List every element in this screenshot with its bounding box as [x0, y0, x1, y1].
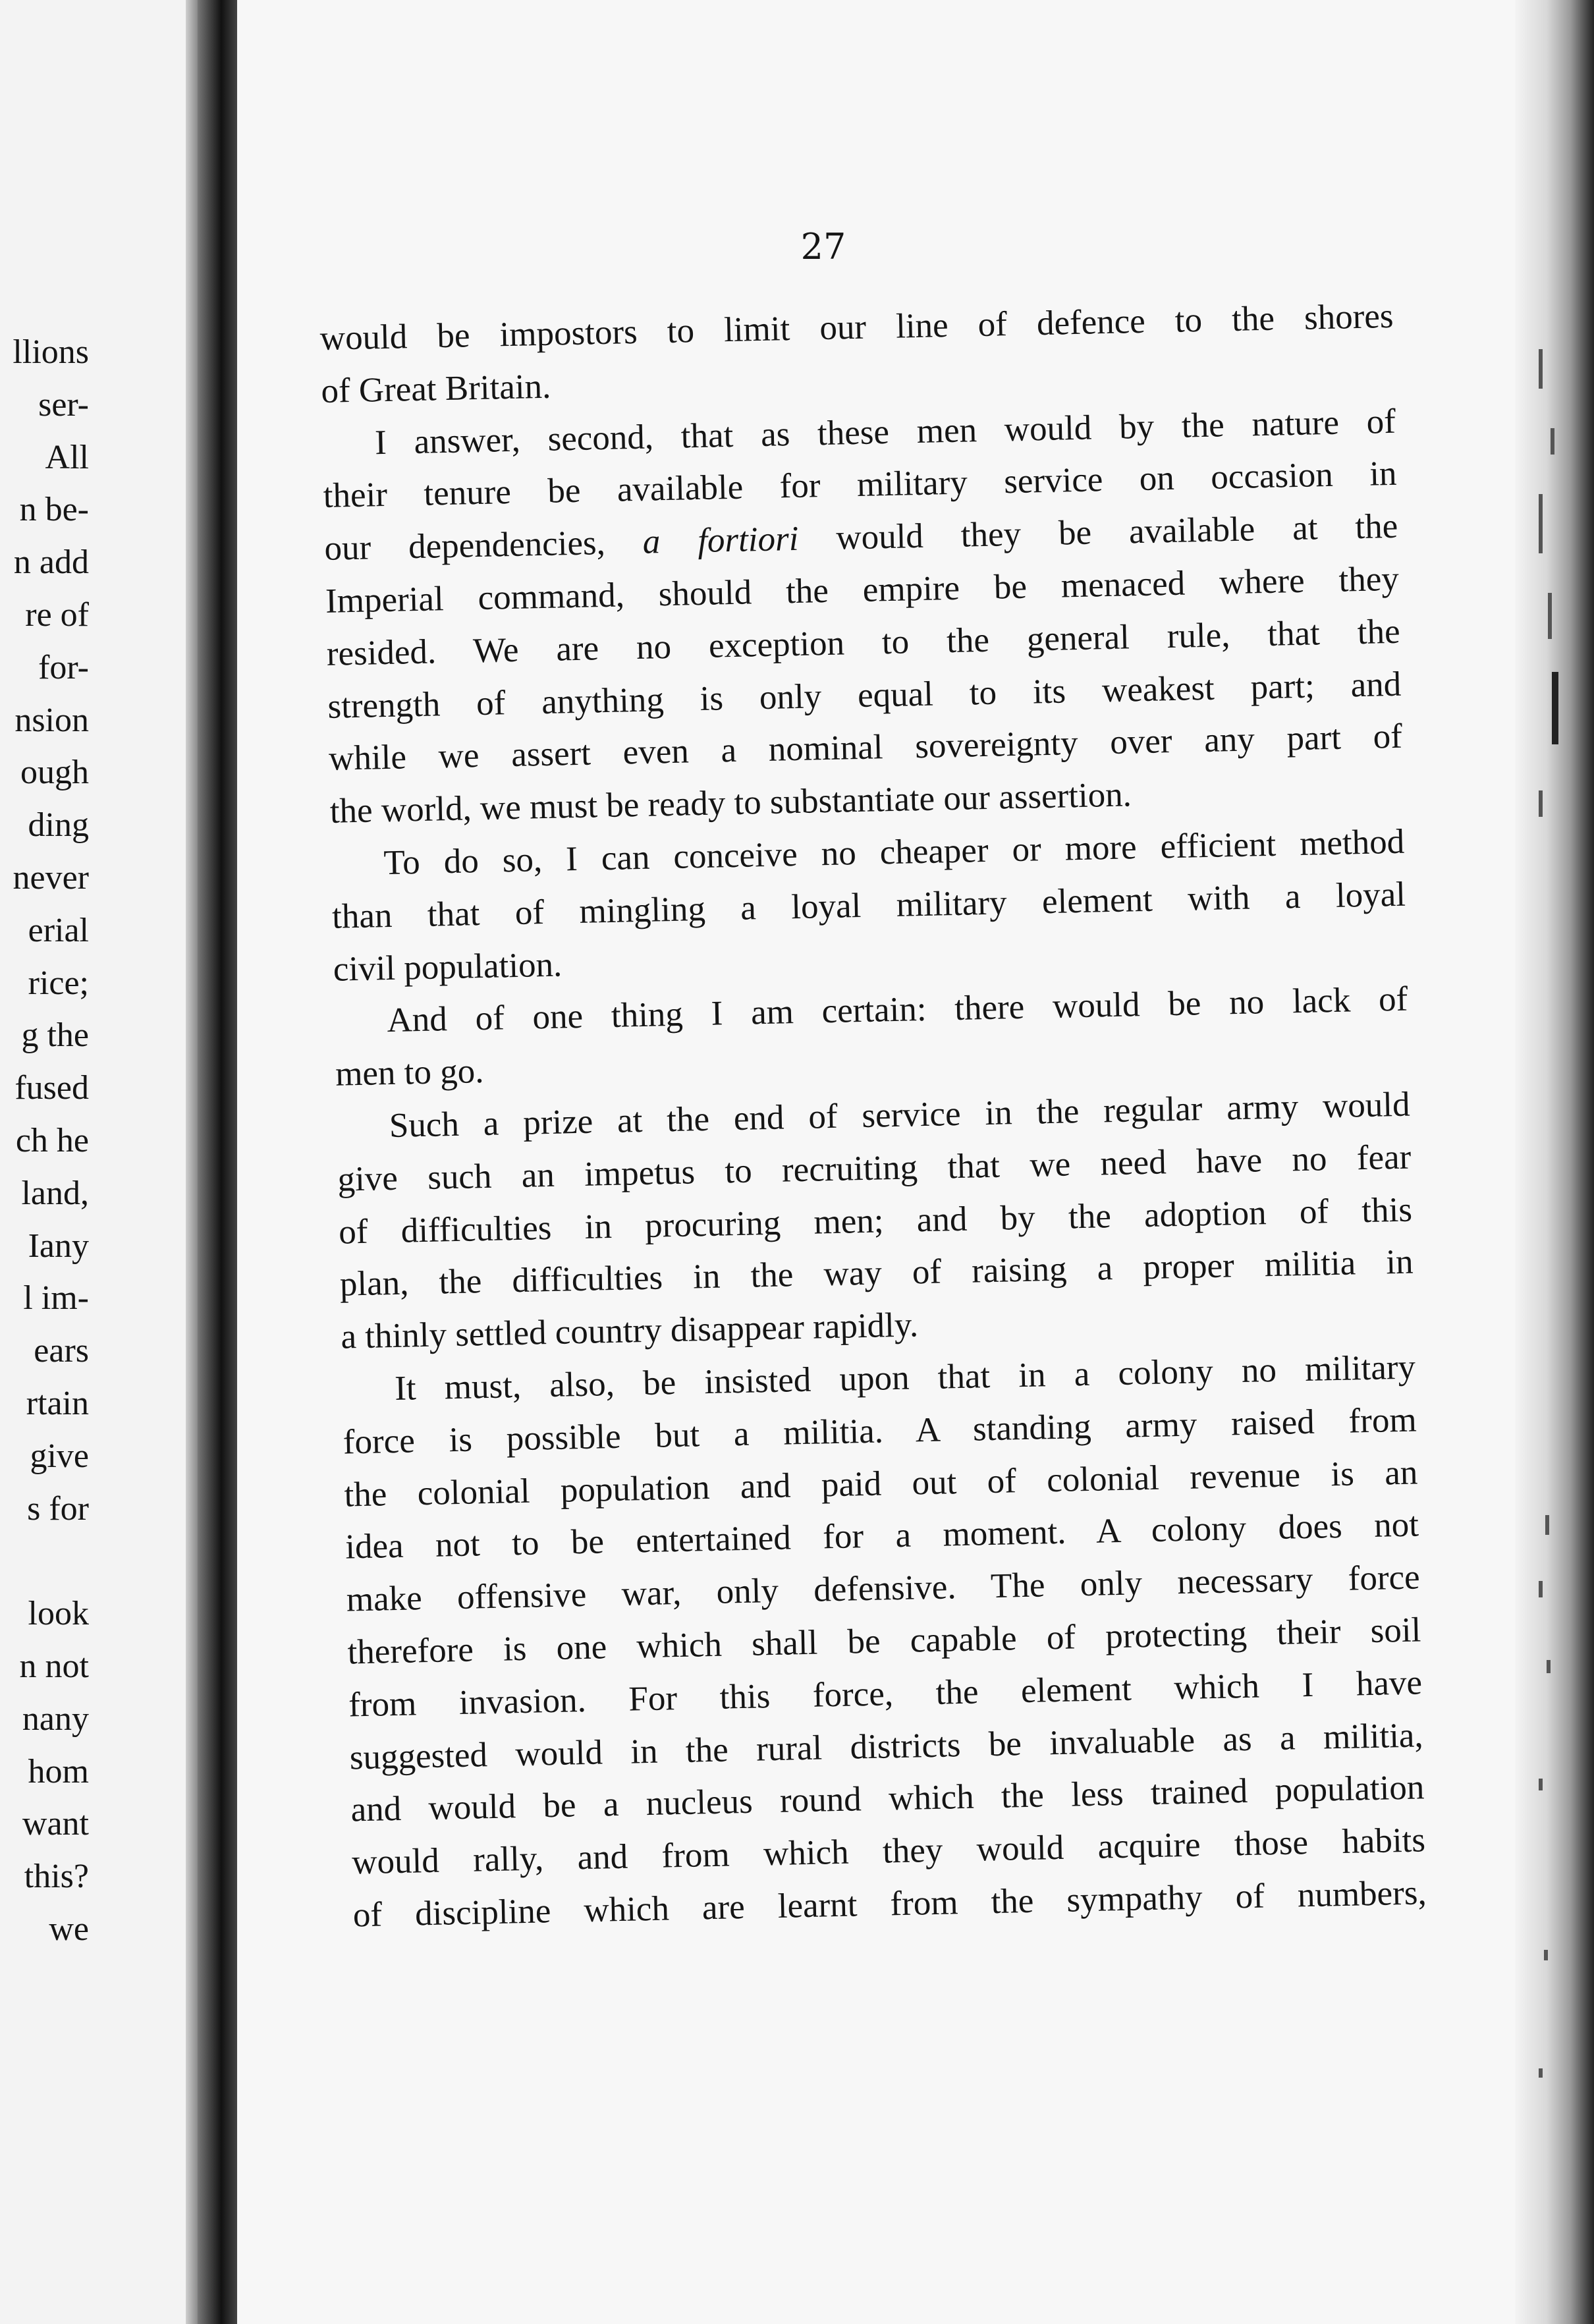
left-page-text-fragments	[0, 326, 89, 1956]
text-line: strength of anything is only equal to its weakest part; and	[327, 665, 1402, 726]
left-page-fragment: erial	[28, 911, 89, 949]
left-page-fragment: nsion	[14, 701, 89, 739]
left-page-fragment: look	[28, 1595, 89, 1633]
text-line: therefore is one which shall be capable of protecting their soil	[346, 1611, 1421, 1672]
page-body-text	[319, 290, 1427, 1942]
left-page-fragment: never	[13, 858, 89, 897]
left-page-fragment: ch he	[15, 1121, 89, 1159]
left-facing-page	[0, 0, 198, 2324]
text-line: from invasion. For this force, the element which I have	[348, 1663, 1423, 1725]
left-page-fragment: s for	[27, 1489, 89, 1528]
left-page-fragment: we	[49, 1910, 89, 1948]
left-page-fragment: ding	[28, 806, 89, 844]
text-line: of discipline which are learnt from the sympathy of numbers,	[352, 1873, 1427, 1935]
text-line: a thinly settled country disappear rapidly.	[340, 1306, 919, 1356]
left-page-fragment: nany	[22, 1700, 89, 1738]
left-page-fragment: this?	[24, 1858, 89, 1896]
left-page-edge	[186, 0, 198, 2324]
text-line: civil population.	[333, 945, 563, 989]
left-page-fragment: re of	[25, 595, 89, 634]
left-page-fragment: ough	[20, 754, 89, 792]
text-line: I answer, second, that as these men would by the nature of	[374, 402, 1396, 462]
text-line: force is possible but a militia. A standing army raised from	[343, 1400, 1417, 1462]
text-line: of difficulties in procuring men; and by the adoption of this	[338, 1190, 1413, 1252]
text-line: make offensive war, only defensive. The only necessary force	[346, 1558, 1421, 1619]
text-line: plan, the difficulties in the way of raising a proper militia in	[339, 1242, 1414, 1304]
left-page-fragment	[0, 1535, 89, 1588]
text-line: idea not to be entertained for a moment. A colony does not	[344, 1505, 1419, 1566]
left-page-fragment: n not	[19, 1647, 89, 1685]
text-line: the colonial population and paid out of colonial revenue is an	[343, 1453, 1418, 1514]
text-line: men to go.	[335, 1052, 485, 1093]
left-page-fragment: n add	[13, 543, 89, 582]
text-line: resided. We are no exception to the general rule, that the	[326, 612, 1401, 673]
left-page-fragment: rice;	[28, 964, 89, 1002]
left-page-fragment: All	[45, 438, 89, 476]
left-page-fragment: hom	[28, 1752, 89, 1790]
page-number: 27	[800, 226, 846, 267]
left-page-fragment: fused	[14, 1069, 89, 1107]
text-line: give such an impetus to recruiting that we need have no fear	[337, 1138, 1412, 1199]
left-page-fragment: rtain	[26, 1384, 89, 1422]
text-line: while we assert even a nominal sovereignty over any part of	[328, 717, 1403, 779]
text-line: would rally, and from which they would acquire those habits	[351, 1821, 1426, 1882]
left-page-fragment: for-	[38, 648, 89, 686]
left-page-fragment: g the	[21, 1016, 89, 1055]
text-line: It must, also, be insisted upon that in a colony no military	[394, 1348, 1416, 1408]
text-line: would be impostors to limit our line of defence to the shores	[319, 296, 1394, 358]
text-line: Such a prize at the end of service in the regular army would	[389, 1085, 1411, 1146]
text-line: Imperial command, should the empire be menaced where they	[325, 559, 1400, 621]
text-line: than that of mingling a loyal military element with a loyal	[331, 875, 1406, 936]
left-page-fragment: n be-	[19, 491, 89, 529]
text-line: And of one thing I am certain: there would be no lack of	[386, 980, 1408, 1040]
text-line: To do so, I can conceive no cheaper or more efficient method	[383, 822, 1405, 883]
left-page-fragment: give	[30, 1437, 89, 1475]
left-page-fragment: llions	[13, 333, 89, 371]
left-page-fragment: ears	[34, 1332, 89, 1370]
text-line: and would be a nucleus round which the less trained population	[350, 1768, 1425, 1829]
left-page-fragment: l im-	[23, 1279, 89, 1317]
left-page-fragment: ser-	[38, 385, 89, 424]
text-line: suggested would in the rural districts be invaluable as a militia,	[349, 1715, 1424, 1777]
text-line: our dependencies, a fortiori would they be available at the	[323, 507, 1398, 568]
left-page-fragment: Iany	[28, 1227, 89, 1265]
right-page-edge	[1515, 0, 1594, 2324]
text-line: of Great Britain.	[320, 367, 551, 410]
text-line: their tenure be available for military service on occasion in	[323, 455, 1398, 516]
book-gutter	[198, 0, 237, 2324]
left-page-fragment: land,	[21, 1174, 89, 1212]
text-line: the world, we must be ready to substantiate our assertion.	[329, 775, 1132, 831]
left-page-fragment: want	[22, 1805, 89, 1843]
